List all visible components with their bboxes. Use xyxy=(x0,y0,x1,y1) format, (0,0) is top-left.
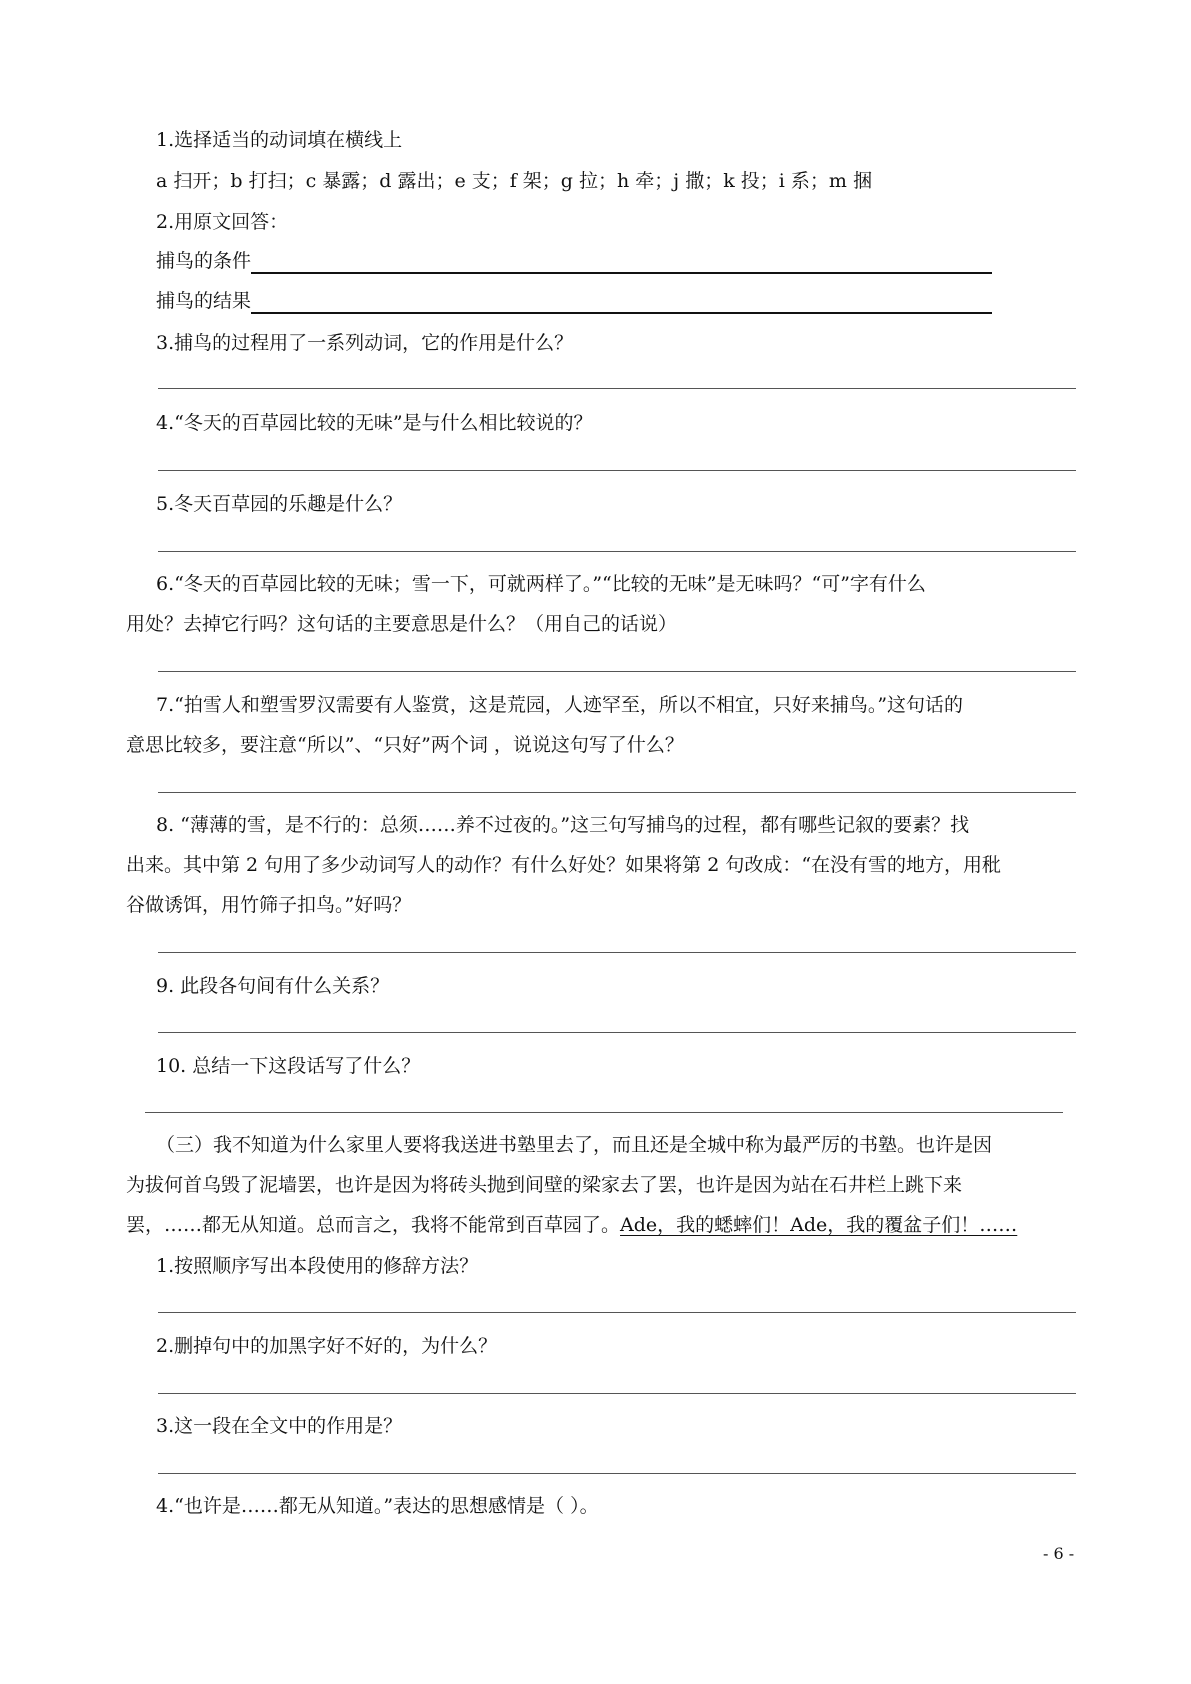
answer-line-3[interactable] xyxy=(158,388,1076,389)
question-8-line-1: 8. “薄薄的雪，是不行的：总须……养不过夜的。”这三句写捕鸟的过程，都有哪些记叙的要素？找 xyxy=(156,814,970,836)
page-number: - 6 - xyxy=(1043,1544,1075,1563)
answer-line-8[interactable] xyxy=(158,952,1076,953)
section-3-question-3: 3.这一段在全文中的作用是？ xyxy=(156,1415,403,1437)
question-10: 10. 总结一下这段话写了什么？ xyxy=(156,1055,421,1077)
section-3-question-2: 2.删掉句中的加黑字好不好的，为什么？ xyxy=(156,1335,498,1357)
answer-row-result xyxy=(156,288,992,314)
section-3-answer-line-2[interactable] xyxy=(158,1393,1076,1394)
answer-row-condition xyxy=(156,248,992,274)
question-4: 4.“冬天的百草园比较的无味”是与什么相比较说的？ xyxy=(156,412,593,434)
section-3-answer-line-1[interactable] xyxy=(158,1312,1076,1313)
question-8-line-2: 出来。其中第 2 句用了多少动词写人的动作？有什么好处？如果将第 2 句改成：“在没有雪的地方，用秕 xyxy=(126,854,1002,876)
question-5: 5.冬天百草园的乐趣是什么？ xyxy=(156,493,403,515)
question-7-line-1: 7.“拍雪人和塑雪罗汉需要有人鉴赏，这是荒园，人迹罕至，所以不相宜，只好来捕鸟。”这句话的 xyxy=(156,694,964,716)
question-7-line-2: 意思比较多，要注意“所以”、“只好”两个词 ，说说这句写了什么？ xyxy=(126,734,684,756)
answer-line-7[interactable] xyxy=(158,792,1076,793)
passage-3-line-3-text: 罢，……都无从知道。总而言之，我将不能常到百草园了。 xyxy=(126,1214,621,1236)
answer-line-5[interactable] xyxy=(158,551,1076,552)
section-3-answer-line-3[interactable] xyxy=(158,1473,1076,1474)
question-6-line-2: 用处？去掉它行吗？这句话的主要意思是什么？（用自己的话说） xyxy=(126,613,678,635)
answer-line-10[interactable] xyxy=(145,1112,1063,1113)
passage-3-underlined-sentence: Ade，我的蟋蟀们！Ade，我的覆盆子们！…… xyxy=(620,1214,1018,1236)
passage-3-line-2: 为拔何首乌毁了泥墙罢，也许是因为将砖头抛到间壁的梁家去了罢，也许是因为站在石井栏上跳下来 xyxy=(126,1174,963,1196)
question-8-line-3: 谷做诱饵，用竹筛子扣鸟。”好吗？ xyxy=(126,894,412,916)
question-2: 2.用原文回答： xyxy=(156,211,289,233)
question-6-line-1: 6.“冬天的百草园比较的无味；雪一下，可就两样了。”“比较的无味”是无味吗？“可”字有什么 xyxy=(156,573,926,595)
question-1: 1.选择适当的动词填在横线上 xyxy=(156,129,403,151)
condition-answer-blank[interactable] xyxy=(251,250,992,274)
result-label: 捕鸟的结果 xyxy=(156,290,252,312)
section-3-question-1: 1.按照顺序写出本段使用的修辞方法？ xyxy=(156,1255,479,1277)
question-9: 9. 此段各句间有什么关系？ xyxy=(156,975,390,997)
passage-3-line-1: （三）我不知道为什么家里人要将我送进书塾里去了，而且还是全城中称为最严厉的书塾。也许是因 xyxy=(156,1134,993,1156)
section-3-question-4: 4.“也许是……都无从知道。”表达的思想感情是（ ）。 xyxy=(156,1495,599,1517)
verb-options: a 扫开；b 打扫；c 暴露；d 露出；e 支；f 架；g 拉；h 牵；j 撒；k 投；i 系；m 捆 xyxy=(156,170,872,192)
condition-label: 捕鸟的条件 xyxy=(156,250,252,272)
answer-line-6[interactable] xyxy=(158,671,1076,672)
question-3: 3.捕鸟的过程用了一系列动词，它的作用是什么？ xyxy=(156,332,574,354)
passage-3-line-3 xyxy=(126,1212,1017,1238)
answer-line-9[interactable] xyxy=(158,1032,1076,1033)
answer-line-4[interactable] xyxy=(158,470,1076,471)
result-answer-blank[interactable] xyxy=(251,290,992,314)
